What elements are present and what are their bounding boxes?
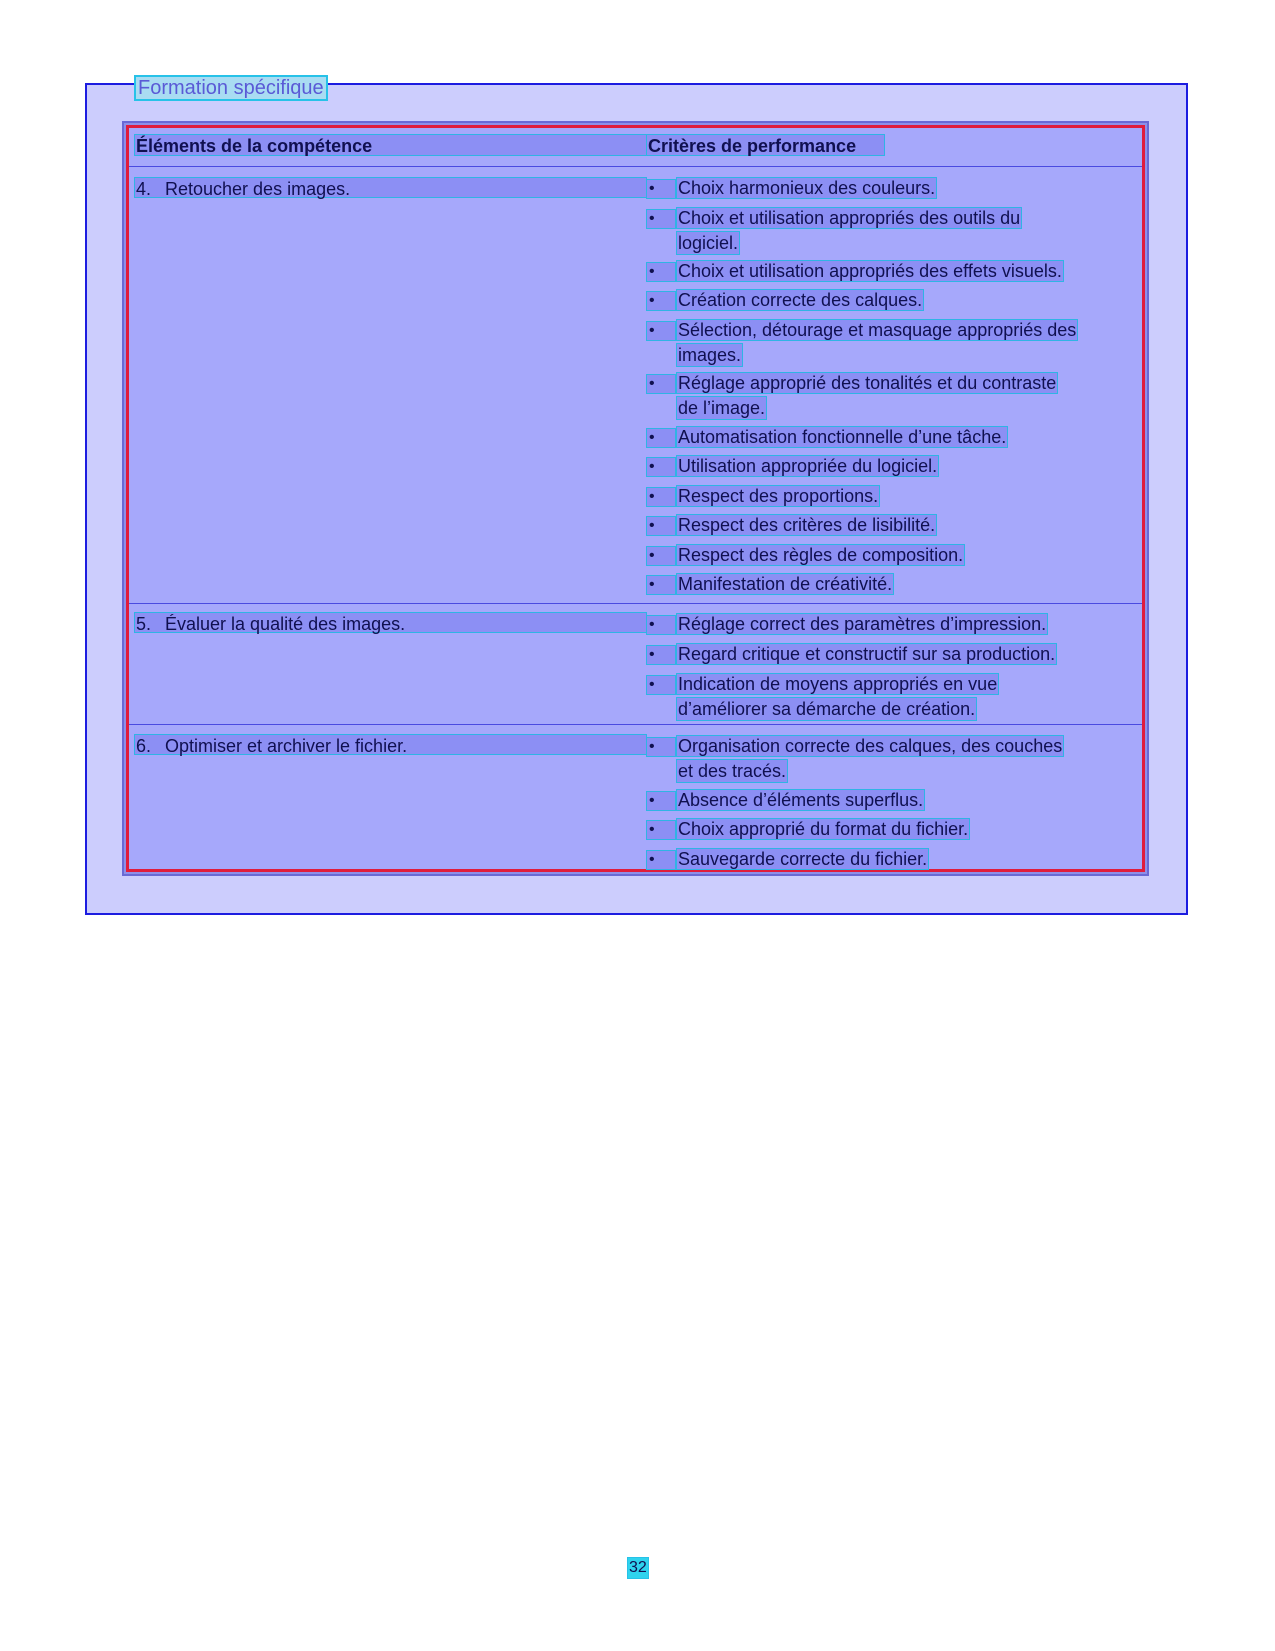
- section-title: Formation spécifique: [134, 75, 328, 101]
- column-header-elements: Éléments de la compétence: [134, 134, 647, 156]
- bullet-icon: •: [646, 291, 676, 311]
- criterion: Respect des proportions.: [678, 486, 879, 506]
- criterion: Automatisation fonctionnelle d’une tâche.: [678, 427, 1007, 447]
- element-number: 5.: [136, 614, 152, 634]
- bullet-icon: •: [646, 615, 676, 635]
- page-number: 32: [627, 1557, 649, 1579]
- criterion: Choix et utilisation appropriés des effets visuels.: [678, 261, 1062, 281]
- criterion: Respect des règles de composition.: [678, 545, 964, 565]
- criterion: Choix approprié du format du fichier.: [678, 819, 969, 839]
- element-4: [134, 177, 647, 198]
- criterion: Sélection, détourage et masquage appropriés des images.: [678, 320, 1077, 365]
- bullet-icon: •: [646, 791, 676, 811]
- bullet-icon: •: [646, 457, 676, 477]
- element-label: Optimiser et archiver le fichier.: [165, 736, 408, 756]
- element-number: 6.: [136, 736, 152, 756]
- criterion: Regard critique et constructif sur sa production.: [678, 644, 1056, 664]
- bullet-icon: •: [646, 645, 676, 665]
- criterion: Organisation correcte des calques, des couches et des tracés.: [678, 736, 1063, 781]
- bullet-icon: •: [646, 820, 676, 840]
- criterion: Absence d’éléments superflus.: [678, 790, 924, 810]
- bullet-icon: •: [646, 675, 676, 695]
- bullet-icon: •: [646, 575, 676, 595]
- bullet-icon: •: [646, 428, 676, 448]
- criterion: Choix harmonieux des couleurs.: [678, 178, 936, 198]
- header-divider: [129, 166, 1142, 167]
- column-header-criteria: Critères de performance: [646, 134, 885, 156]
- criterion: Utilisation appropriée du logiciel.: [678, 456, 938, 476]
- bullet-icon: •: [646, 546, 676, 566]
- element-label: Évaluer la qualité des images.: [165, 614, 406, 634]
- element-number: 4.: [136, 179, 152, 199]
- bullet-icon: •: [646, 209, 676, 229]
- criterion: Respect des critères de lisibilité.: [678, 515, 936, 535]
- element-5: [134, 612, 647, 633]
- bullet-icon: •: [646, 179, 676, 199]
- element-6: [134, 734, 647, 755]
- criterion: Indication de moyens appropriés en vue d’améliorer sa démarche de création.: [678, 674, 998, 719]
- element-label: Retoucher des images.: [165, 179, 351, 199]
- row-divider: [129, 603, 1142, 604]
- bullet-icon: •: [646, 850, 676, 870]
- criterion: Choix et utilisation appropriés des outils du logiciel.: [678, 208, 1021, 253]
- criterion: Manifestation de créativité.: [678, 574, 893, 594]
- criterion: Réglage approprié des tonalités et du contraste de l’image.: [678, 373, 1057, 418]
- bullet-icon: •: [646, 262, 676, 282]
- bullet-icon: •: [646, 487, 676, 507]
- bullet-icon: •: [646, 321, 676, 341]
- criterion: Création correcte des calques.: [678, 290, 923, 310]
- bullet-icon: •: [646, 374, 676, 394]
- bullet-icon: •: [646, 737, 676, 757]
- criterion: Réglage correct des paramètres d’impression.: [678, 614, 1047, 634]
- row-divider: [129, 724, 1142, 725]
- criterion: Sauvegarde correcte du fichier.: [678, 849, 928, 869]
- bullet-icon: •: [646, 516, 676, 536]
